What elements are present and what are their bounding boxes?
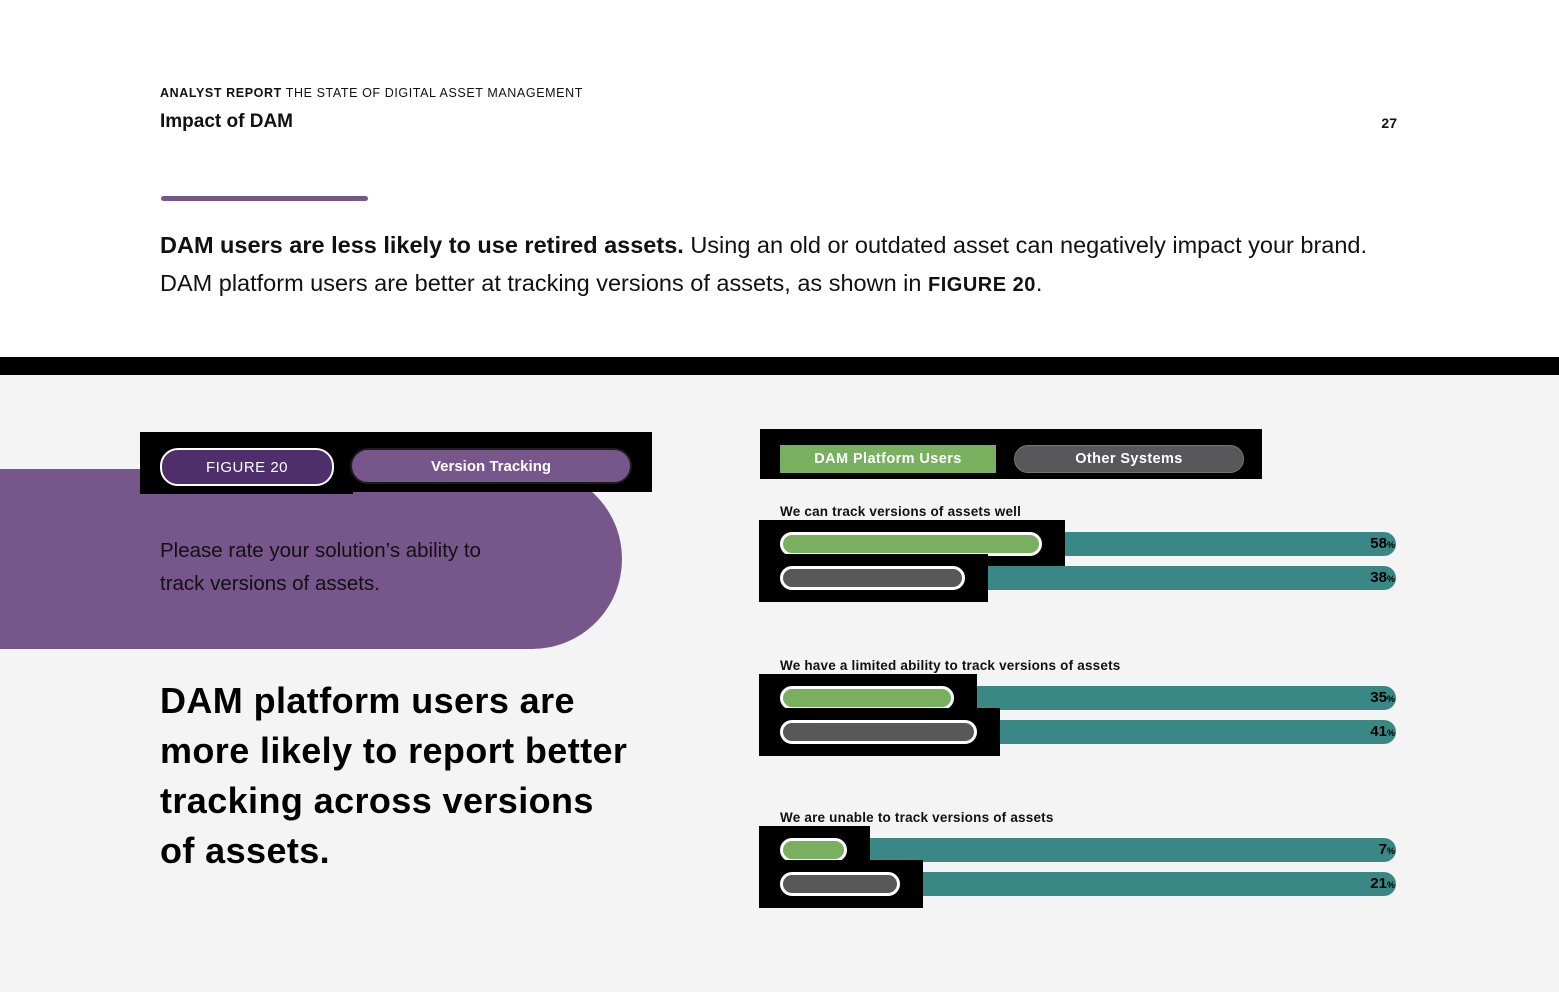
- report-title: THE STATE OF DIGITAL ASSET MANAGEMENT: [285, 86, 583, 100]
- data-label: 41%: [1370, 723, 1395, 740]
- figure-label-pill: FIGURE 20: [160, 448, 334, 486]
- data-label: 35%: [1370, 689, 1395, 706]
- header-kicker: [160, 86, 583, 100]
- figure-reference: FIGURE 20: [927, 274, 1036, 296]
- intro-end: .: [1035, 270, 1043, 296]
- legend-other-systems: Other Systems: [1014, 445, 1244, 473]
- bar-dam: [780, 686, 954, 710]
- bar-other: [780, 872, 900, 896]
- bar-other: [780, 720, 977, 744]
- black-band: [0, 357, 1559, 375]
- bar-dam: [780, 838, 847, 862]
- data-label: 7%: [1378, 841, 1395, 858]
- group-label: We have a limited ability to track versions of assets: [780, 658, 1121, 673]
- group-label: We are unable to track versions of assets: [780, 810, 1054, 825]
- bar-other: [780, 566, 965, 590]
- intro-lead: DAM users are less likely to use retired assets.: [160, 232, 684, 258]
- legend-dam-users: DAM Platform Users: [780, 445, 996, 473]
- section-title: Impact of DAM: [160, 111, 293, 132]
- topic-pill: Version Tracking: [350, 448, 632, 484]
- data-label: 21%: [1370, 875, 1395, 892]
- data-label: 58%: [1370, 535, 1395, 552]
- group-label: We can track versions of assets well: [780, 504, 1022, 519]
- page-number: 27: [1381, 115, 1397, 131]
- bar-dam: [780, 532, 1042, 556]
- key-takeaway: DAM platform users are more likely to report better tracking across versions of assets.: [160, 680, 628, 871]
- intro-body: Using an old or outdated asset can negatively impact your brand. DAM platform users are better at tracking versions of assets, as shown in: [160, 232, 1368, 296]
- data-label: 38%: [1370, 569, 1395, 586]
- bar-track: [780, 838, 1396, 862]
- survey-question: Please rate your solution’s ability to track versions of assets.: [160, 539, 481, 595]
- accent-rule: [161, 196, 368, 201]
- report-type: ANALYST REPORT: [160, 86, 282, 100]
- intro-paragraph: [160, 226, 1400, 304]
- figure-header-strip-ext: [140, 488, 353, 494]
